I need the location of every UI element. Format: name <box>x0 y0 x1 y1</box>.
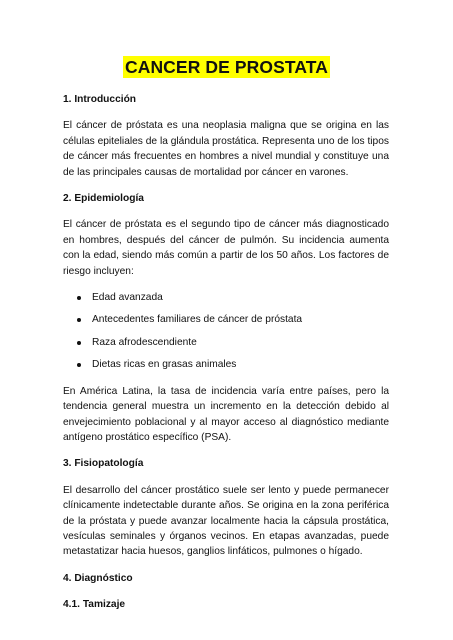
intro-paragraph: El cáncer de próstata es una neoplasia maligna que se origina en las células epiteliales de la glándula prostática. Representa uno de los tipos de cáncer más frecuentes en hombres a nivel mundial y constituye una de las principales causas de mortalidad por cáncer en varones. <box>63 120 389 178</box>
list-item <box>63 357 389 372</box>
section-heading-introduccion: 1. Introducción <box>63 94 137 105</box>
risk-factor-text: Antecedentes familiares de cáncer de próstata <box>92 314 303 326</box>
risk-factor-list <box>63 290 389 373</box>
list-item <box>63 290 389 305</box>
document-body <box>63 92 389 624</box>
epidemiology-paragraph-1: El cáncer de próstata es el segundo tipo de cáncer más diagnosticado en hombres, después del cáncer de pulmón. Su incidencia aumenta con la edad, siendo más común a partir de los 50 años. Los factores de riesgo incluyen: <box>63 219 389 277</box>
section-heading-fisiopatologia: 3. Fisiopatología <box>63 458 144 470</box>
section-heading-epidemiologia: 2. Epidemiología <box>63 193 144 205</box>
bullet-icon <box>77 363 81 367</box>
risk-factor-text: Raza afrodescendiente <box>92 336 197 348</box>
list-item <box>63 312 389 327</box>
bullet-icon <box>77 296 81 300</box>
subsection-heading-tamizaje: 4.1. Tamizaje <box>63 599 126 611</box>
risk-factor-text: Dietas ricas en grasas animales <box>92 359 237 371</box>
epidemiology-paragraph-2: En América Latina, la tasa de incidencia varía entre países, pero la tendencia general muestra un incremento en la detección debido al envejecimiento poblacional y al mayor acceso al diagnóstico mediante antígeno prostático específico (PSA). <box>63 385 389 443</box>
bullet-icon <box>77 341 81 345</box>
list-item <box>63 335 389 350</box>
bullet-icon <box>77 318 81 322</box>
pathophysiology-paragraph: El desarrollo del cáncer prostático suele ser lento y puede permanecer clínicamente indetectable durante años. Se origina en la zona periférica de la próstata y puede avanzar localmente hacia la cápsula prostática, vesículas seminales y órganos vecinos. En etapas avanzadas, puede metastatizar hacia huesos, ganglios linfáticos, pulmones o hígado. <box>63 484 389 558</box>
section-heading-diagnostico: 4. Diagnóstico <box>63 572 133 584</box>
title-container <box>0 56 453 78</box>
risk-factor-text: Edad avanzada <box>92 292 163 304</box>
document-title: CANCER DE PROSTATA <box>124 57 329 77</box>
